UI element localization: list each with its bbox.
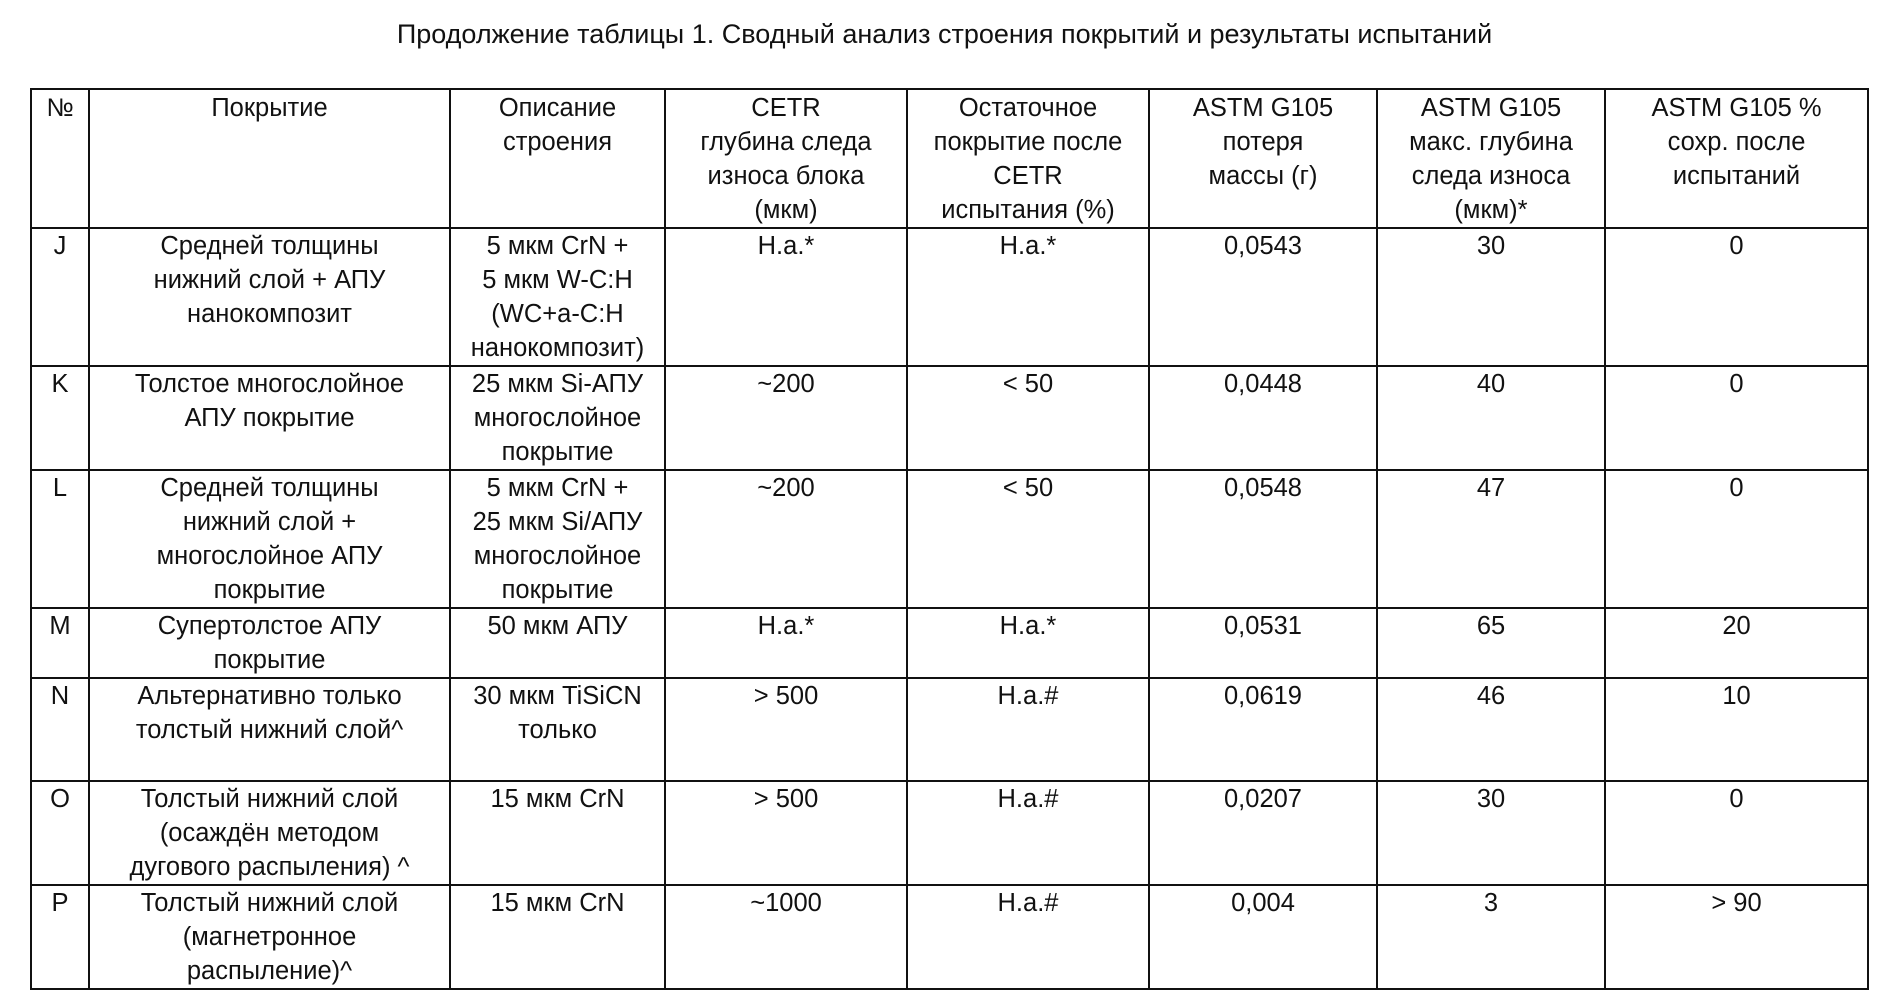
max-depth-cell: 65 <box>1377 608 1605 678</box>
structure-line: 5 мкм W-C:H <box>482 266 633 294</box>
mass-loss-cell: 0,0548 <box>1149 470 1377 608</box>
structure-cell <box>450 678 665 781</box>
residual-cell: Н.а.* <box>907 608 1149 678</box>
structure-cell <box>450 781 665 885</box>
coating-line: (магнетронное <box>182 923 357 951</box>
coating-line: АПУ покрытие <box>184 404 355 432</box>
row-id: L <box>31 470 89 608</box>
coating-line: Толстый нижний слой <box>140 889 399 917</box>
max-depth-cell: 46 <box>1377 678 1605 781</box>
residual-cell: < 50 <box>907 470 1149 608</box>
retained-cell: 0 <box>1605 366 1868 470</box>
header-cell-number <box>31 89 89 228</box>
header-text: ASTM G105 <box>1420 94 1562 122</box>
structure-cell <box>450 470 665 608</box>
mass-loss-cell: 0,0619 <box>1149 678 1377 781</box>
header-text: макс. глубина <box>1409 128 1573 156</box>
mass-loss-cell: 0,004 <box>1149 885 1377 989</box>
cetr-depth-cell: ~200 <box>665 366 907 470</box>
header-text: следа износа <box>1411 162 1571 190</box>
header-text: глубина следа <box>700 128 872 156</box>
coating-line: Средней толщины <box>160 474 379 502</box>
coating-cell <box>89 366 450 470</box>
header-cell-max-depth <box>1377 89 1605 228</box>
table-row <box>31 228 1868 366</box>
row-id: K <box>31 366 89 470</box>
residual-cell: Н.а.# <box>907 885 1149 989</box>
coating-line: толстый нижний слой^ <box>135 716 404 744</box>
coating-line: распыление)^ <box>186 957 353 985</box>
coating-line: покрытие <box>213 576 326 604</box>
residual-cell: Н.а.* <box>907 228 1149 366</box>
summary-table <box>30 88 1869 990</box>
table-row <box>31 781 1868 885</box>
coating-line: Толстое многослойное <box>134 370 405 398</box>
row-id: M <box>31 608 89 678</box>
header-text: № <box>46 94 74 122</box>
header-cell-retained <box>1605 89 1868 228</box>
structure-line: многослойное <box>473 542 642 570</box>
header-text: (мкм) <box>754 196 818 224</box>
header-text: испытания (%) <box>941 196 1115 224</box>
structure-line: 30 мкм TiSiCN <box>473 682 642 710</box>
header-text: CETR <box>751 94 821 122</box>
retained-cell: > 90 <box>1605 885 1868 989</box>
header-text: потеря <box>1222 128 1304 156</box>
row-id: N <box>31 678 89 781</box>
coating-line: Альтернативно только <box>137 682 402 710</box>
structure-line: только <box>518 716 597 744</box>
coating-line: нанокомпозит <box>186 300 352 328</box>
retained-cell: 0 <box>1605 470 1868 608</box>
coating-line: дугового распыления) ^ <box>129 853 410 881</box>
row-id: J <box>31 228 89 366</box>
header-text: покрытие после <box>933 128 1123 156</box>
coating-line: нижний слой + <box>182 508 357 536</box>
structure-line: покрытие <box>501 576 614 604</box>
mass-loss-cell: 0,0543 <box>1149 228 1377 366</box>
header-text: строения <box>502 128 613 156</box>
row-id: P <box>31 885 89 989</box>
header-row <box>31 89 1868 228</box>
max-depth-cell: 30 <box>1377 781 1605 885</box>
retained-cell: 10 <box>1605 678 1868 781</box>
cetr-depth-cell: Н.а.* <box>665 228 907 366</box>
max-depth-cell: 47 <box>1377 470 1605 608</box>
row-id: O <box>31 781 89 885</box>
cetr-depth-cell: ~200 <box>665 470 907 608</box>
cetr-depth-cell: > 500 <box>665 678 907 781</box>
header-text: ASTM G105 <box>1192 94 1334 122</box>
coating-line: покрытие <box>213 646 326 674</box>
mass-loss-cell: 0,0448 <box>1149 366 1377 470</box>
structure-line: (WC+a-C:H <box>491 300 624 328</box>
coating-cell <box>89 678 450 781</box>
coating-cell <box>89 228 450 366</box>
header-cell-coating <box>89 89 450 228</box>
coating-line: многослойное АПУ <box>156 542 383 570</box>
cetr-depth-cell: Н.а.* <box>665 608 907 678</box>
header-text: сохр. после <box>1667 128 1806 156</box>
retained-cell: 0 <box>1605 781 1868 885</box>
coating-cell <box>89 470 450 608</box>
header-text: ASTM G105 % <box>1651 94 1822 122</box>
structure-line: 25 мкм Si-АПУ <box>471 370 644 398</box>
structure-line: 15 мкм CrN <box>490 889 625 917</box>
table-row <box>31 608 1868 678</box>
structure-line: нанокомпозит) <box>470 334 645 362</box>
retained-cell: 20 <box>1605 608 1868 678</box>
coating-cell <box>89 885 450 989</box>
retained-cell: 0 <box>1605 228 1868 366</box>
residual-cell: < 50 <box>907 366 1149 470</box>
header-text: (мкм)* <box>1454 196 1528 224</box>
table-row <box>31 678 1868 781</box>
coating-line: (осаждён методом <box>159 819 380 847</box>
residual-cell: Н.а.# <box>907 678 1149 781</box>
coating-line: Толстый нижний слой <box>140 785 399 813</box>
structure-line: 5 мкм CrN + <box>486 474 629 502</box>
structure-cell <box>450 608 665 678</box>
structure-line: покрытие <box>501 438 614 466</box>
coating-cell <box>89 781 450 885</box>
cetr-depth-cell: ~1000 <box>665 885 907 989</box>
structure-line: 50 мкм АПУ <box>487 612 628 640</box>
header-cell-structure <box>450 89 665 228</box>
structure-line: многослойное <box>473 404 642 432</box>
header-text: массы (г) <box>1208 162 1318 190</box>
header-text: износа блока <box>707 162 865 190</box>
header-cell-cetr-depth <box>665 89 907 228</box>
header-text: Описание <box>498 94 617 122</box>
table-row <box>31 366 1868 470</box>
header-text: испытаний <box>1672 162 1801 190</box>
max-depth-cell: 40 <box>1377 366 1605 470</box>
max-depth-cell: 3 <box>1377 885 1605 989</box>
structure-line: 25 мкм Si/АПУ <box>472 508 643 536</box>
header-text: Покрытие <box>211 94 328 122</box>
residual-cell: Н.а.# <box>907 781 1149 885</box>
table-row <box>31 470 1868 608</box>
header-text: Остаточное <box>958 94 1098 122</box>
structure-line: 5 мкм CrN + <box>486 232 629 260</box>
structure-cell <box>450 366 665 470</box>
header-cell-residual <box>907 89 1149 228</box>
structure-cell <box>450 228 665 366</box>
structure-cell <box>450 885 665 989</box>
header-text: CETR <box>993 162 1063 190</box>
mass-loss-cell: 0,0207 <box>1149 781 1377 885</box>
table-row <box>31 885 1868 989</box>
mass-loss-cell: 0,0531 <box>1149 608 1377 678</box>
coating-cell <box>89 608 450 678</box>
header-cell-mass-loss <box>1149 89 1377 228</box>
cetr-depth-cell: > 500 <box>665 781 907 885</box>
max-depth-cell: 30 <box>1377 228 1605 366</box>
coating-line: Средней толщины <box>160 232 379 260</box>
coating-line: нижний слой + АПУ <box>153 266 386 294</box>
structure-line: 15 мкм CrN <box>490 785 625 813</box>
table-title: Продолжение таблицы 1. Сводный анализ строения покрытий и результаты испытаний <box>396 19 1493 49</box>
coating-line: Супертолстое АПУ <box>157 612 382 640</box>
